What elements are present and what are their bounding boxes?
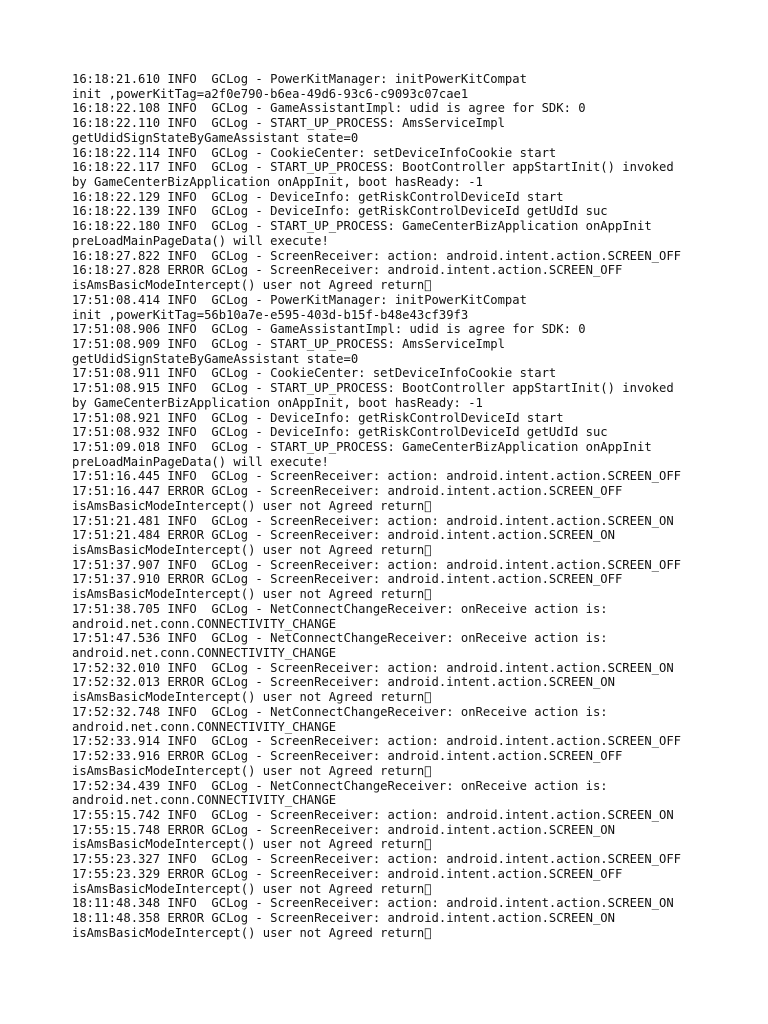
log-line: by GameCenterBizApplication onAppInit, boot hasReady: -1	[72, 175, 483, 190]
log-line: init ,powerKitTag=56b10a7e-e595-403d-b15f-b48e43cf39f3	[72, 307, 469, 322]
log-line: 17:51:08.909 INFO GCLog - START_UP_PROCESS: AmsServiceImpl	[72, 336, 505, 351]
log-line: 18:11:48.348 INFO GCLog - ScreenReceiver: action: android.intent.action.SCREEN_ON	[72, 896, 674, 911]
log-line: 17:51:09.018 INFO GCLog - START_UP_PROCESS: GameCenterBizApplication onAppInit	[72, 439, 652, 454]
log-line: 16:18:27.822 INFO GCLog - ScreenReceiver: action: android.intent.action.SCREEN_OFF	[72, 248, 682, 263]
log-line: 17:51:37.910 ERROR GCLog - ScreenReceiver: android.intent.action.SCREEN_OFF	[72, 572, 623, 587]
log-line: 16:18:22.117 INFO GCLog - START_UP_PROCESS: BootController appStartInit() invoked	[72, 160, 674, 175]
log-line: 17:52:32.013 ERROR GCLog - ScreenReceiver: android.intent.action.SCREEN_ON	[72, 675, 615, 690]
log-line: 17:51:16.445 INFO GCLog - ScreenReceiver: action: android.intent.action.SCREEN_OFF	[72, 469, 682, 484]
log-line: android.net.conn.CONNECTIVITY_CHANGE	[72, 616, 337, 631]
log-line: 17:51:47.536 INFO GCLog - NetConnectChangeReceiver: onReceive action is:	[72, 631, 608, 646]
log-line: getUdidSignStateByGameAssistant state=0	[72, 351, 359, 366]
log-line: 17:52:32.010 INFO GCLog - ScreenReceiver: action: android.intent.action.SCREEN_ON	[72, 660, 674, 675]
log-line: isAmsBasicModeIntercept() user not Agreed return 	[72, 543, 432, 557]
log-line: isAmsBasicModeIntercept() user not Agreed return 	[72, 498, 432, 513]
log-line: preLoadMainPageData() will execute!	[72, 454, 329, 469]
log-line: isAmsBasicModeIntercept() user not Agreed return 	[72, 881, 432, 896]
log-line: 17:51:08.911 INFO GCLog - CookieCenter: setDeviceInfoCookie start	[72, 366, 557, 381]
log-line: by GameCenterBizApplication onAppInit, boot hasReady: -1	[72, 395, 483, 410]
log-line: 17:55:15.742 INFO GCLog - ScreenReceiver: action: android.intent.action.SCREEN_ON	[72, 807, 674, 822]
log-line: 17:51:08.414 INFO GCLog - PowerKitManager: initPowerKitCompat	[72, 292, 527, 307]
log-line: 17:51:08.932 INFO GCLog - DeviceInfo: getRiskControlDeviceId getUdId suc	[72, 425, 608, 440]
log-line: isAmsBasicModeIntercept() user not Agreed return 	[72, 587, 432, 602]
log-line: 17:55:15.748 ERROR GCLog - ScreenReceiver: android.intent.action.SCREEN_ON	[72, 822, 615, 837]
log-line: isAmsBasicModeIntercept() user not Agreed return 	[72, 763, 432, 778]
log-line: 16:18:22.129 INFO GCLog - DeviceInfo: getRiskControlDeviceId start	[72, 189, 564, 204]
log-line: android.net.conn.CONNECTIVITY_CHANGE	[72, 793, 337, 808]
log-line: android.net.conn.CONNECTIVITY_CHANGE	[72, 719, 337, 734]
log-line: 17:52:32.748 INFO GCLog - NetConnectChangeReceiver: onReceive action is:	[72, 704, 608, 719]
log-line: 17:51:08.906 INFO GCLog - GameAssistantImpl: udid is agree for SDK: 0	[72, 322, 586, 337]
log-line: isAmsBasicModeIntercept() user not Agreed return 	[72, 837, 432, 852]
log-line: preLoadMainPageData() will execute!	[72, 233, 329, 248]
log-line: isAmsBasicModeIntercept() user not Agreed return 	[72, 690, 432, 705]
log-line: 17:52:33.914 INFO GCLog - ScreenReceiver: action: android.intent.action.SCREEN_OFF	[72, 734, 682, 749]
log-line: getUdidSignStateByGameAssistant state=0	[72, 130, 359, 145]
log-line: 17:55:23.329 ERROR GCLog - ScreenReceiver: android.intent.action.SCREEN_OFF	[72, 866, 623, 881]
log-line: 17:51:08.915 INFO GCLog - START_UP_PROCESS: BootController appStartInit() invoked	[72, 381, 674, 396]
log-line: 16:18:27.828 ERROR GCLog - ScreenReceiver: android.intent.action.SCREEN_OFF	[72, 263, 623, 278]
log-line: 17:52:34.439 INFO GCLog - NetConnectChangeReceiver: onReceive action is:	[72, 778, 608, 793]
log-line: isAmsBasicModeIntercept() user not Agreed return 	[72, 278, 432, 293]
log-line: 16:18:22.180 INFO GCLog - START_UP_PROCESS: GameCenterBizApplication onAppInit	[72, 219, 652, 234]
log-line: 16:18:22.114 INFO GCLog - CookieCenter: setDeviceInfoCookie start	[72, 145, 557, 160]
log-line: 17:52:33.916 ERROR GCLog - ScreenReceiver: android.intent.action.SCREEN_OFF	[72, 749, 623, 764]
log-line: 17:51:38.705 INFO GCLog - NetConnectChangeReceiver: onReceive action is:	[72, 601, 608, 616]
log-line: android.net.conn.CONNECTIVITY_CHANGE	[72, 646, 337, 661]
log-line: init ,powerKitTag=a2f0e790-b6ea-49d6-93c6-c9093c07cae1	[72, 86, 469, 101]
log-line: 16:18:21.610 INFO GCLog - PowerKitManager: initPowerKitCompat	[72, 72, 527, 86]
log-line: 17:51:21.484 ERROR GCLog - ScreenReceiver: android.intent.action.SCREEN_ON	[72, 528, 615, 543]
log-line: 17:51:21.481 INFO GCLog - ScreenReceiver: action: android.intent.action.SCREEN_ON	[72, 513, 674, 528]
log-line: 17:51:37.907 INFO GCLog - ScreenReceiver: action: android.intent.action.SCREEN_OFF	[72, 557, 682, 572]
log-line: isAmsBasicModeIntercept() user not Agreed return 	[72, 925, 432, 940]
log-page	[72, 72, 712, 940]
log-line: 18:11:48.358 ERROR GCLog - ScreenReceiver: android.intent.action.SCREEN_ON	[72, 910, 615, 925]
log-line: 16:18:22.139 INFO GCLog - DeviceInfo: getRiskControlDeviceId getUdId suc	[72, 204, 608, 219]
log-line: 17:51:08.921 INFO GCLog - DeviceInfo: getRiskControlDeviceId start	[72, 410, 564, 425]
log-line: 17:55:23.327 INFO GCLog - ScreenReceiver: action: android.intent.action.SCREEN_OFF	[72, 852, 682, 867]
log-line: 16:18:22.108 INFO GCLog - GameAssistantImpl: udid is agree for SDK: 0	[72, 101, 586, 116]
log-line: 16:18:22.110 INFO GCLog - START_UP_PROCESS: AmsServiceImpl	[72, 116, 505, 131]
log-line: 17:51:16.447 ERROR GCLog - ScreenReceiver: android.intent.action.SCREEN_OFF	[72, 484, 623, 499]
